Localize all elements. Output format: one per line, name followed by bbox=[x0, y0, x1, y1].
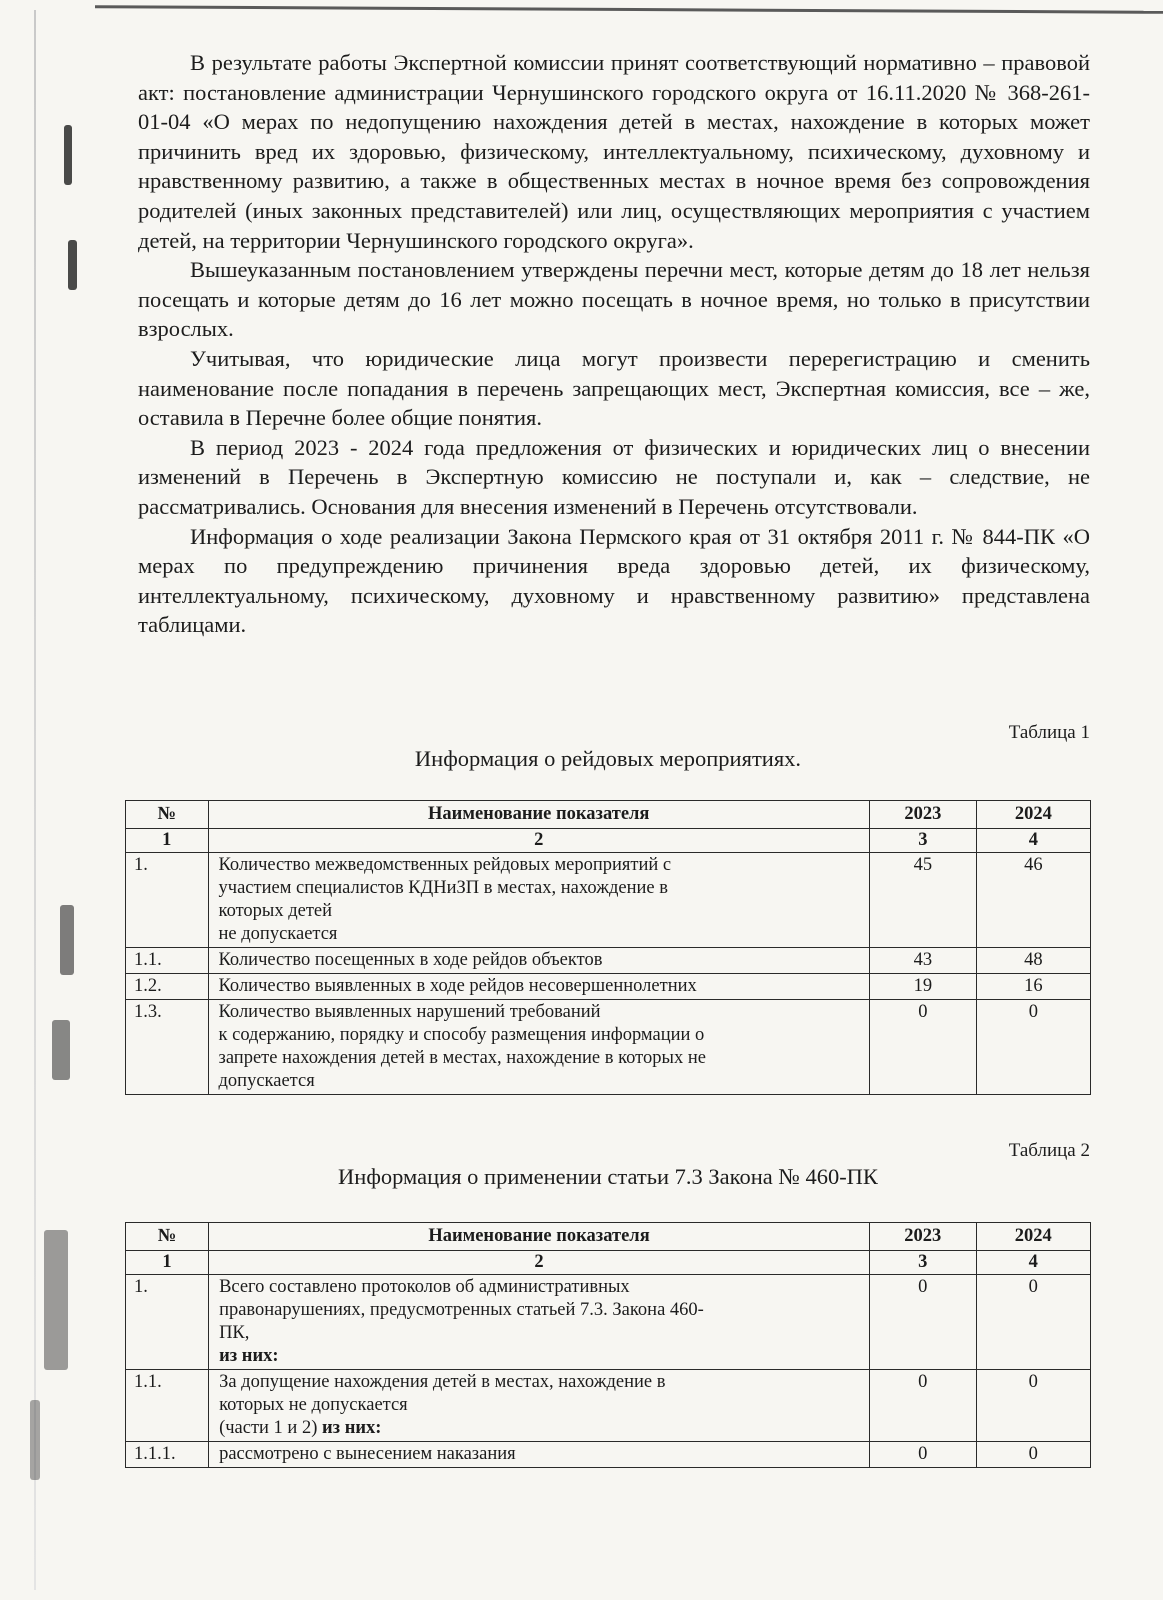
value-2023: 19 bbox=[869, 974, 976, 1000]
table-row bbox=[126, 974, 1091, 1000]
value-2024: 46 bbox=[976, 853, 1090, 948]
row-label-line: ПК, bbox=[219, 1323, 250, 1343]
header-cell: Наименование показателя bbox=[209, 1223, 870, 1251]
row-label-line: За допущение нахождения детей в местах, нахождение в bbox=[219, 1372, 666, 1392]
paragraph: Информация о ходе реализации Закона Пермского края от 31 октября 2011 г. № 844-ПК «О мерах по предупреждению причинения вреда здоровью детей, их физическому, интеллектуальному, психическому, духовному и нравственному развитию» представлена таблицами. bbox=[138, 523, 1090, 638]
table2-caption: Таблица 2 bbox=[1008, 1140, 1090, 1161]
column-number-row bbox=[126, 829, 1091, 853]
column-number: 2 bbox=[208, 829, 869, 853]
row-label-line: участием специалистов КДНиЗП в местах, нахождение в bbox=[218, 878, 668, 898]
paragraph: Вышеуказанным постановлением утверждены перечни мест, которые детям до 18 лет нельзя посещать и которые детям до 16 лет можно посещать в ночное время, но только в присутствии взрослых. bbox=[138, 257, 1090, 342]
row-number: 1. bbox=[126, 853, 209, 948]
value-2024: 16 bbox=[976, 974, 1090, 1000]
column-number: 4 bbox=[976, 829, 1090, 853]
scan-smudge bbox=[44, 1230, 68, 1370]
table-row bbox=[126, 1275, 1091, 1370]
paragraph: В период 2023 - 2024 года предложения от физических и юридических лиц о внесении изменений в Перечень в Экспертную комиссию не поступали и, как – следствие, не рассматривались. Основания для внесения изменений в Перечень отсутствовали. bbox=[138, 434, 1090, 519]
value-2024: 0 bbox=[976, 1442, 1090, 1468]
paragraph: Учитывая, что юридические лица могут произвести перерегистрацию и сменить наименование после попадания в перечень запрещающих мест, Экспертная комиссия, все – же, оставила в Перечне более общие понятия. bbox=[138, 345, 1090, 431]
row-number: 1.1. bbox=[126, 1370, 209, 1442]
row-number: 1.2. bbox=[126, 974, 209, 1000]
row-label-line: к содержанию, порядку и способу размещения информации о bbox=[218, 1025, 705, 1045]
column-number: 2 bbox=[209, 1251, 870, 1275]
row-label: Количество выявленных в ходе рейдов несовершеннолетних bbox=[208, 974, 869, 1000]
table1-caption: Таблица 1 bbox=[1008, 722, 1090, 743]
header-cell: 2024 bbox=[976, 1223, 1090, 1251]
table1-title: Информация о рейдовых мероприятиях. bbox=[414, 746, 802, 771]
row-label bbox=[209, 1275, 870, 1370]
column-number: 4 bbox=[976, 1251, 1090, 1275]
row-label bbox=[208, 1000, 869, 1095]
table-row bbox=[126, 1000, 1091, 1095]
value-2023: 45 bbox=[869, 853, 976, 948]
row-label bbox=[209, 1370, 870, 1442]
row-label-line: которых не допускается bbox=[219, 1395, 408, 1415]
body-text bbox=[138, 48, 1090, 640]
value-2023: 43 bbox=[869, 948, 976, 974]
row-label-line: не допускается bbox=[218, 924, 338, 944]
scan-smudge bbox=[68, 240, 77, 290]
row-label-line: Количество выявленных нарушений требований bbox=[218, 1002, 601, 1022]
row-label bbox=[208, 853, 869, 948]
table-header-row bbox=[126, 1223, 1091, 1251]
column-number: 1 bbox=[126, 1251, 209, 1275]
row-label: Количество посещенных в ходе рейдов объектов bbox=[208, 948, 869, 974]
column-number-row bbox=[126, 1251, 1091, 1275]
row-label-line: Количество межведомственных рейдовых мероприятий с bbox=[218, 855, 672, 875]
scan-smudge bbox=[30, 1400, 40, 1480]
value-2024: 0 bbox=[976, 1370, 1090, 1442]
page-edge-left bbox=[34, 10, 36, 1590]
table1 bbox=[125, 800, 1091, 1095]
row-number: 1.1.1. bbox=[126, 1442, 209, 1468]
table2-title: Информация о применении статьи 7.3 Закона № 460-ПК bbox=[338, 1164, 878, 1189]
value-2024: 0 bbox=[976, 1275, 1090, 1370]
row-number: 1.1. bbox=[126, 948, 209, 974]
header-cell: 2024 bbox=[976, 801, 1090, 829]
row-label-bold: из них: bbox=[322, 1418, 382, 1438]
value-2023: 0 bbox=[869, 1000, 976, 1095]
scan-smudge bbox=[52, 1020, 70, 1080]
table-row bbox=[126, 1442, 1091, 1468]
table-row bbox=[126, 948, 1091, 974]
table-row bbox=[126, 1370, 1091, 1442]
page-edge bbox=[95, 5, 1163, 14]
row-label-line: запрете нахождения детей в местах, нахождение в которых не bbox=[218, 1048, 706, 1068]
row-label-line: из них: bbox=[219, 1346, 279, 1366]
column-number: 3 bbox=[869, 1251, 976, 1275]
scan-smudge bbox=[64, 125, 72, 185]
row-number: 1.3. bbox=[126, 1000, 209, 1095]
scan-smudge bbox=[60, 905, 74, 975]
paragraph: В результате работы Экспертной комиссии принят соответствующий нормативно – правовой акт: постановление администрации Чернушинского городского округа от 16.11.2020 № 368-261-01-04 «О мерах по недопущению нахождения детей в местах, нахождение в которых может причинить вред их здоровью, физическому, интеллектуальному, психическому, духовному и нравственному развитию, а также в общественных местах в ночное время без сопровождения родителей (иных законных представителей) или лиц, осуществляющих мероприятия с участием детей, на территории Чернушинского городского округа». bbox=[138, 50, 1090, 253]
value-2024: 0 bbox=[976, 1000, 1090, 1095]
header-cell: Наименование показателя bbox=[208, 801, 869, 829]
table-row bbox=[126, 853, 1091, 948]
table-header-row bbox=[126, 801, 1091, 829]
column-number: 3 bbox=[869, 829, 976, 853]
row-label-text: (части 1 и 2) bbox=[219, 1418, 318, 1438]
row-number: 1. bbox=[126, 1275, 209, 1370]
row-label-line: которых детей bbox=[218, 901, 333, 921]
row-label: рассмотрено с вынесением наказания bbox=[209, 1442, 870, 1468]
row-label-line bbox=[219, 1417, 859, 1440]
value-2023: 0 bbox=[869, 1442, 976, 1468]
row-label-line: Всего составлено протоколов об административных bbox=[219, 1277, 630, 1297]
row-label-line: допускается bbox=[218, 1071, 315, 1091]
table2 bbox=[125, 1222, 1091, 1468]
row-label-line: правонарушениях, предусмотренных статьей 7.3. Закона 460- bbox=[219, 1300, 704, 1320]
header-cell: 2023 bbox=[869, 801, 976, 829]
header-cell: № bbox=[126, 1223, 209, 1251]
value-2023: 0 bbox=[869, 1370, 976, 1442]
header-cell: 2023 bbox=[869, 1223, 976, 1251]
header-cell: № bbox=[126, 801, 209, 829]
column-number: 1 bbox=[126, 829, 209, 853]
value-2023: 0 bbox=[869, 1275, 976, 1370]
value-2024: 48 bbox=[976, 948, 1090, 974]
